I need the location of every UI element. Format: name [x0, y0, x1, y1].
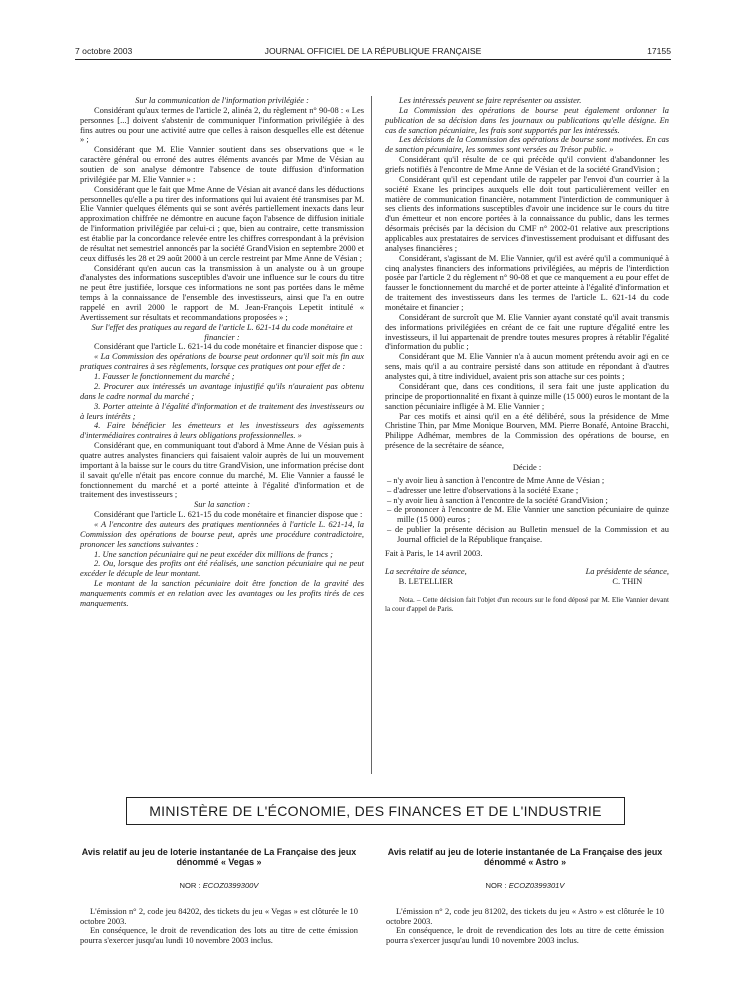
paragraph: Considérant qu'il résulte de ce qui précède qu'il convient d'abandonner les griefs notifiés à l'encontre de Mme Anne de Vésian et de la société GrandVision ; [385, 154, 669, 175]
section-heading: Sur la sanction : [193, 499, 250, 510]
president-title: La présidente de séance, [585, 565, 669, 576]
paragraph: 3. Porter atteinte à l'égalité d'information et de traitement des investisseurs ou à leurs intérêts ; [80, 400, 364, 421]
paragraph: « A l'encontre des auteurs des pratiques mentionnées à l'article L. 621-14, la Commission des opérations de bourse peut, après une procédure contradictoire, prononcer les sanctions suivantes : [80, 518, 364, 549]
paragraph: Considérant de surcroît que M. Elie Vannier ayant constaté qu'il avait transmis des informations privilégiées en créant de ce fait une rupture d'égalité entre les investisseurs, il lui appartenait de prendre toutes mesures propres à rétablir l'égalité d'information du public ; [385, 311, 669, 352]
secretary-title: La secrétaire de séance, [385, 565, 467, 576]
paragraph: Considérant que M. Elie Vannier soutient dans ses observations que « le caractère général ou erroné des autres éléments avancés par Mme de Vésian au soutien de son analyse démontre l'absence de toute diffusion d'information privilégiée par M. Elie Vannier » : [80, 144, 364, 184]
page-header [75, 46, 671, 60]
notice-paragraph: En conséquence, le droit de revendication des lots au titre de cette émission pourra s'exercer jusqu'au lundi 10 novembre 2003 inclus. [386, 925, 664, 945]
paragraph: Considérant que M. Elie Vannier n'a à aucun moment prétendu avoir agi en ce sens, mais qu'il a au contraire persisté dans son attitude en répondant à d'autres analystes qui, à titre individuel, avaient pris son attache sur ces points ; [385, 351, 669, 382]
right-column [385, 96, 669, 614]
notice-vegas [80, 847, 358, 945]
secretary-name: B. LETELLIER [398, 575, 454, 586]
paragraph: Les intéressés peuvent se faire représenter ou assister. [399, 95, 582, 105]
nor-code: ECOZ0399300V [202, 881, 259, 891]
header-rule [75, 59, 671, 60]
decision-item: – d'adresser une lettre d'observations à la société Exane ; [387, 484, 579, 495]
decision-item: – de publier la présente décision au Bulletin mensuel de la Commission et au Journal officiel de la République française. [387, 524, 669, 544]
nor-code: ECOZ0399301V [508, 881, 565, 891]
nor-reference: NOR : ECOZ0399300V [179, 881, 259, 891]
decision-list [385, 476, 669, 545]
nota: Nota. – Cette décision fait l'objet d'un recours sur le fond déposé par M. Elie Vannier devant la cour d'appel de Paris. [385, 596, 669, 613]
signatures [385, 567, 669, 587]
paragraph: 1. Fausser le fonctionnement du marché ; [94, 371, 235, 382]
decision-item: – de prononcer à l'encontre de M. Elie Vannier une sanction pécuniaire de quinze mille (15 000) euros ; [387, 504, 669, 525]
ministry-heading: MINISTÈRE DE L'ÉCONOMIE, DES FINANCES ET DE L'INDUSTRIE [126, 797, 625, 825]
notice-title: Avis relatif au jeu de loterie instantanée de La Française des jeux dénommé « Astro » [387, 847, 663, 868]
secretary-signature [385, 567, 467, 587]
notice-astro [386, 847, 664, 945]
paragraph: Considérant que l'article L. 621-14 du code monétaire et financier dispose que : [94, 341, 363, 352]
nor-reference: NOR : ECOZ0399301V [485, 881, 565, 891]
notice-paragraph: L'émission n° 2, code jeu 81202, des tickets du jeu « Astro » est clôturée le 10 octobre 2003. [386, 906, 664, 926]
paragraph: Par ces motifs et ainsi qu'il en a été délibéré, sous la présidence de Mme Christine Thin, par Mme Monique Bourven, MM. Pierre Bonafé, Antoine Bracchi, Philippe Adhémar, membres de la Commission des opérations de bourse, en présence de la secrétaire de séance, [385, 410, 669, 451]
decision-item: – n'y avoir lieu à sanction à l'encontre de la société GrandVision ; [387, 494, 608, 505]
paragraph: Considérant qu'il est cependant utile de rappeler par l'envoi d'un courrier à la société Exane les principes auxquels elle doit tout particulièrement veiller en matière de communication financière, notamment l'interdiction de communiquer à ses clients des informations susceptibles d'avoir une incidence sur le cours du titre d'un émetteur et non encore portées à la connaissance du public, dans les termes désormais précisés par la décision du CMF n° 2002-01 relative aux prescriptions applicables aux prestataires de services d'investissement produisant et diffusant des analyses financières ; [385, 173, 669, 253]
notice-paragraph: L'émission n° 2, code jeu 84202, des tickets du jeu « Vegas » est clôturée le 10 octobre 2003. [80, 906, 358, 926]
paragraph: Considérant, s'agissant de M. Elie Vannier, qu'il est avéré qu'il a communiqué à cinq analystes financiers des informations privilégiées, au mépris de l'interdiction posée par l'article 2 du règlement n° 90-08 et que ce manquement a eu pour effet de fausser le fonctionnement du marché et de porter atteinte à l'égalité d'information et de traitement des investisseurs dans les termes de l'article L. 621-14 du code monétaire et financier ; [385, 252, 669, 313]
right-column-paragraphs [385, 96, 669, 451]
paragraph: Considérant que le fait que Mme Anne de Vésian ait avancé dans les déductions personnelles qu'elle a pu tirer des informations qui lui avaient été transmises par M. Elie Vannier quelques éléments qui se sont avérés partiellement inexacts dans leur approximation chiffrée ne démontre en aucune façon l'absence de diffusion initiale de l'information privilégiée par celui-ci ; que, bien au contraire, cette transmission est établie par la concordance relevée entre les chiffres correspondant à la prévision de résultat net semestriel annoncés par la société GrandVision en septembre 2000 et ceux diffusés les 28 et 29 août 2000 à un cercle restreint par Mme Anne de Vésian ; [80, 183, 364, 263]
paragraph: Le montant de la sanction pécuniaire doit être fonction de la gravité des manquements commis et en relation avec les avantages ou les profits tirés de ces manquements. [80, 578, 364, 608]
paragraph: 1. Une sanction pécuniaire qui ne peut excéder dix millions de francs ; [94, 548, 333, 559]
paragraph: Considérant qu'aux termes de l'article 2, alinéa 2, du règlement n° 90-08 : « Les personnes [...] doivent s'abstenir de communiquer l'information privilégiée à des fins autres ou pour une activité autre que celles à raison desquelles elle est détenue » ; [80, 104, 364, 145]
left-column [80, 96, 364, 609]
column-divider [371, 96, 372, 774]
president-signature [586, 567, 669, 587]
notice-title: Avis relatif au jeu de loterie instantanée de La Française des jeux dénommé « Vegas » [81, 847, 357, 868]
section-heading: Sur la communication de l'information privilégiée : [135, 95, 309, 105]
place-date: Fait à Paris, le 14 avril 2003. [385, 547, 483, 558]
president-name: C. THIN [612, 575, 643, 586]
paragraph: Considérant qu'en aucun cas la transmission à un analyste ou à un groupe d'analystes des informations susceptibles d'avoir une influence sur le cours du titre ne peut être justifiée, lorsque ces informations ne sont pas portées dans le même temps à la connaissance de l'ensemble des investisseurs, ainsi que l'a en outre rappelé en avril 2000 le rapport de M. Jean-François Lepetit intitulé « Avertissement sur résultats et recommandations proposées » ; [80, 262, 364, 322]
header-date: 7 octobre 2003 [75, 46, 133, 56]
decision-item: – n'y avoir lieu à sanction à l'encontre de Mme Anne de Vésian ; [387, 474, 605, 485]
paragraph: 2. Ou, lorsque des profits ont été réalisés, une sanction pécuniaire qui ne peut excéder le décuple de leur montant. [80, 558, 364, 579]
paragraph: Considérant que, en communiquant tout d'abord à Mme Anne de Vésian puis à quatre autres analystes financiers qui faisaient valoir auprès de lui un mouvement important à la baisse sur le cours du titre GrandVision, une information précise dont il savait qu'elle n'était pas encore connue du marché, M. Elie Vannier a faussé le fonctionnement du marché et a porté atteinte à l'égalité d'information et de traitement des investisseurs ; [80, 440, 364, 500]
header-journal-title: JOURNAL OFFICIEL DE LA RÉPUBLIQUE FRANÇAISE [264, 46, 482, 56]
section-heading: Sur l'effet des pratiques au regard de l'article L. 621-14 du code monétaire et financier : [91, 321, 353, 342]
paragraph: Considérant que l'article L. 621-15 du code monétaire et financier dispose que : [94, 509, 363, 520]
decision-heading: Décide : [512, 461, 542, 472]
paragraph: La Commission des opérations de bourse peut également ordonner la publication de sa décision dans les journaux ou publications qu'elle désigne. En cas de sanction pécuniaire, les frais sont supportés par les intéressés. [385, 104, 669, 135]
paragraph: Les décisions de la Commission des opérations de bourse sont motivées. En cas de sanction pécuniaire, les sommes sont versées au Trésor public. » [385, 134, 669, 155]
paragraph: 4. Faire bénéficier les émetteurs et les investisseurs des agissements d'intermédiaires contraires à leurs obligations professionnelles. » [80, 420, 364, 441]
paragraph: Considérant que, dans ces conditions, il sera fait une juste application du principe de proportionnalité en fixant à quinze mille (15 000) euros le montant de la sanction pécuniaire infligée à M. Elie Vannier ; [385, 380, 669, 411]
paragraph: « La Commission des opérations de bourse peut ordonner qu'il soit mis fin aux pratiques contraires à ses règlements, lorsque ces pratiques ont pour effet de : [80, 351, 364, 372]
notice-paragraph: En conséquence, le droit de revendication des lots au titre de cette émission pourra s'exercer jusqu'au lundi 10 novembre 2003 inclus. [80, 925, 358, 945]
paragraph: 2. Procurer aux intéressés un avantage injustifié qu'ils n'auraient pas obtenu dans le cadre normal du marché ; [80, 380, 364, 401]
header-page-number: 17155 [647, 46, 671, 56]
